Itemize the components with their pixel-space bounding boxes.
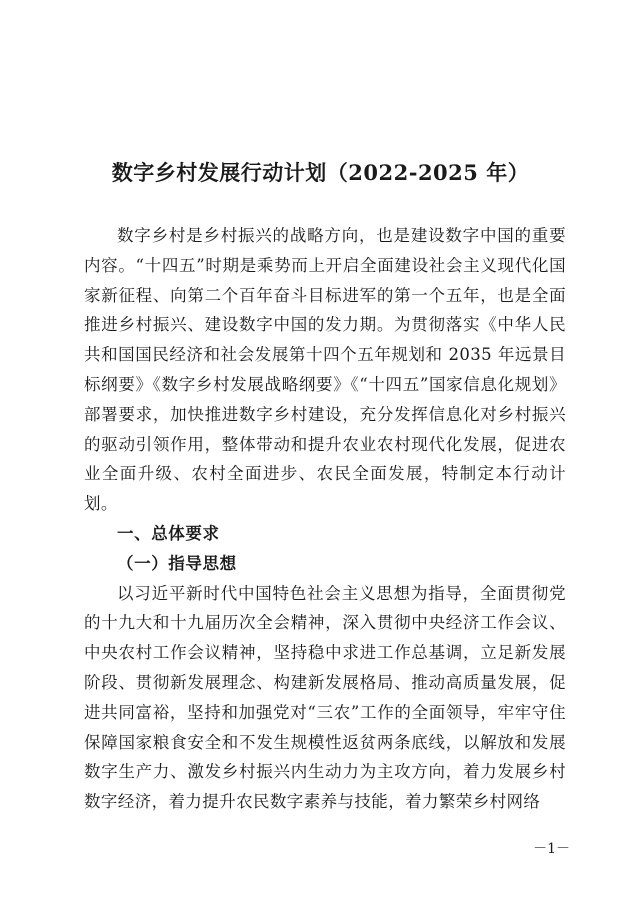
page-number: －1－	[533, 841, 570, 857]
document-title: 数字乡村发展行动计划（2022-2025 年）	[111, 160, 530, 185]
intro-paragraph: 数字乡村是乡村振兴的战略方向，也是建设数字中国的重要内容。“十四五”时期是乘势而上开启全面建设社会主义现代化国家新征程、向第二个百年奋斗目标进军的第一个五年，也是全面推进乡村振兴、建设数字中国的发力期。为贯彻落实《中华人民共和国国民经济和社会发展第十四个五年规划和 2035 年远景目标纲要》《数字乡村发展战略纲要》《“十四五”国家信息化规划》部署要求，加快推进数字乡村建设，充分发挥信息化对乡村振兴的驱动引领作用，整体带动和提升农业农村现代化发展，促进农业全面升级、农村全面进步、农民全面发展，特制定本行动计划。	[84, 226, 566, 514]
document-body	[84, 221, 566, 817]
subsection-heading-guiding-ideology: （一）指导思想	[117, 553, 237, 573]
section-heading-general-requirements: 一、总体要求	[117, 523, 220, 543]
guiding-ideology-paragraph: 以习近平新时代中国特色社会主义思想为指导，全面贯彻党的十九大和十九届历次全会精神，深入贯彻中央经济工作会议、中央农村工作会议精神，坚持稳中求进工作总基调，立足新发展阶段、贯彻新发展理念、构建新发展格局、推动高质量发展，促进共同富裕，坚持和加强党对“三农”工作的全面领导，牢牢守住保障国家粮食安全和不发生规模性返贫两条底线，以解放和发展数字生产力、激发乡村振兴内生动力为主攻方向，着力发展乡村数字经济，着力提升农民数字素养与技能，着力繁荣乡村网络	[84, 583, 566, 812]
